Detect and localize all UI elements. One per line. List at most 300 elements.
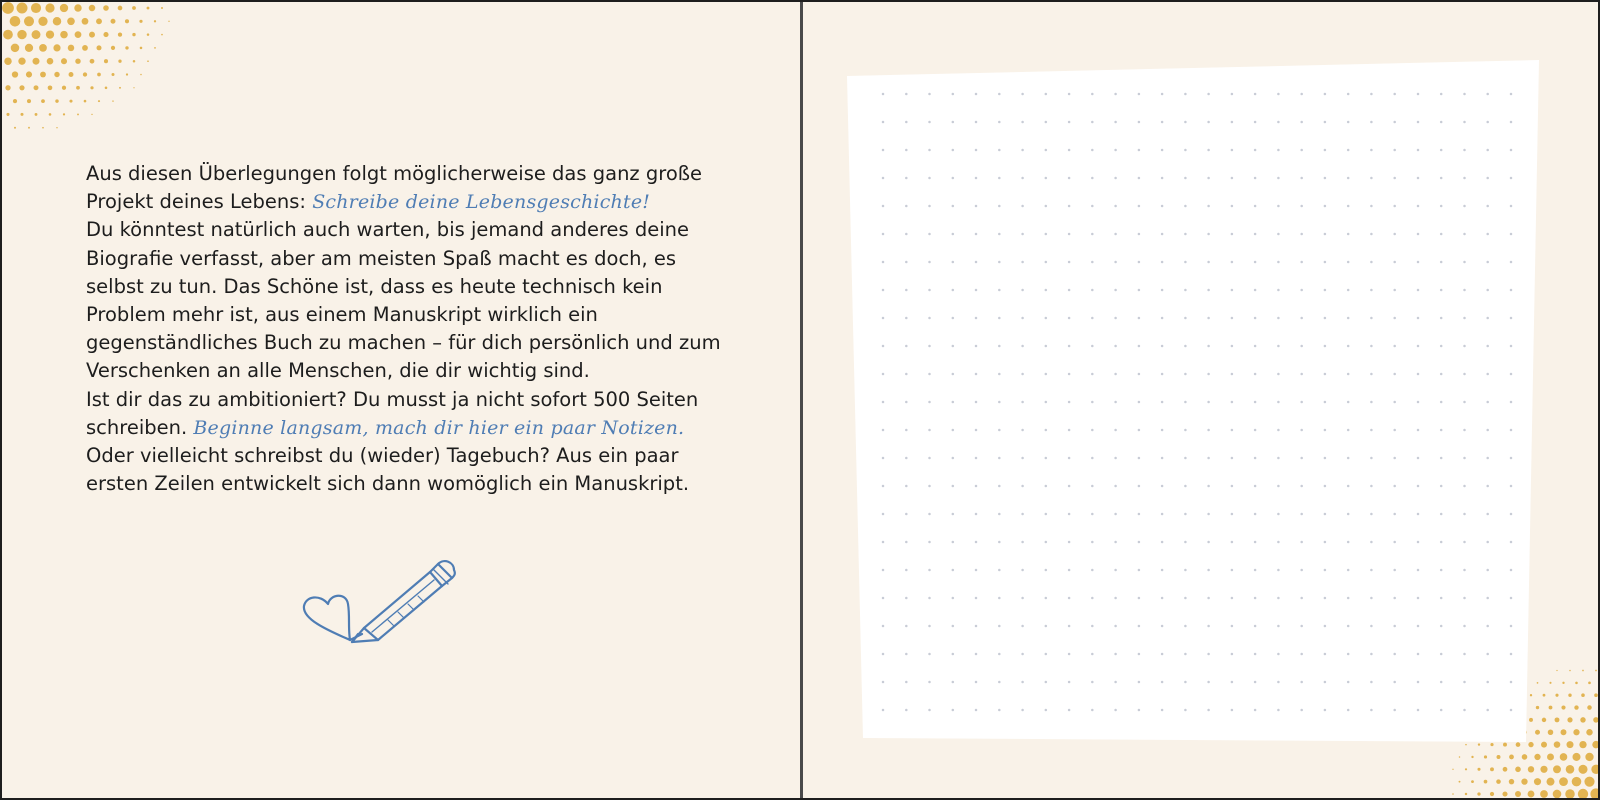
grid-dot (975, 429, 978, 432)
grid-dot (1045, 597, 1048, 600)
grid-dot (1207, 653, 1210, 656)
grid-dot (1045, 317, 1048, 320)
grid-dot (1510, 93, 1513, 96)
grid-dot (1277, 541, 1280, 544)
grid-dot (975, 373, 978, 376)
grid-dot (1463, 177, 1466, 180)
grid-dot (1161, 401, 1164, 404)
grid-dot (1300, 261, 1303, 264)
grid-dot (1510, 177, 1513, 180)
grid-dot (1231, 569, 1234, 572)
grid-dot (1207, 513, 1210, 516)
grid-dot (952, 289, 955, 292)
grid-dot (1254, 569, 1257, 572)
grid-dot (1417, 149, 1420, 152)
grid-dot (905, 345, 908, 348)
grid-dot (1417, 625, 1420, 628)
grid-dot (1207, 345, 1210, 348)
halftone-dot (69, 72, 74, 77)
grid-dot (1300, 457, 1303, 460)
grid-dot (1207, 261, 1210, 264)
grid-dot (1463, 681, 1466, 684)
grid-dot (1068, 653, 1071, 656)
grid-dot (1324, 261, 1327, 264)
halftone-dot (168, 21, 169, 22)
halftone-dots-decoration (2, 2, 202, 162)
halftone-dot (98, 100, 100, 102)
grid-dot (1277, 205, 1280, 208)
grid-dot (1045, 205, 1048, 208)
grid-dot (1370, 569, 1373, 572)
grid-dot (1370, 709, 1373, 712)
grid-dot (1510, 653, 1513, 656)
grid-dot (1207, 205, 1210, 208)
grid-dot (1324, 597, 1327, 600)
grid-dot (1091, 401, 1094, 404)
grid-dot (1184, 513, 1187, 516)
grid-dot (1161, 709, 1164, 712)
grid-dot (1440, 149, 1443, 152)
grid-dot (1486, 681, 1489, 684)
halftone-dot (49, 113, 52, 116)
grid-dot (1347, 233, 1350, 236)
grid-dot (882, 485, 885, 488)
grid-dot (1254, 373, 1257, 376)
grid-dot (998, 709, 1001, 712)
grid-dot (928, 653, 931, 656)
grid-dot (1347, 597, 1350, 600)
grid-dot (1114, 709, 1117, 712)
halftone-dot (47, 58, 54, 65)
halftone-dot (35, 113, 38, 116)
grid-dot (1510, 205, 1513, 208)
grid-dot (882, 205, 885, 208)
grid-dot (1045, 401, 1048, 404)
grid-dot (1300, 429, 1303, 432)
grid-dot (1068, 121, 1071, 124)
halftone-dot (69, 100, 72, 103)
grid-dot (1417, 121, 1420, 124)
grid-dot (952, 261, 955, 264)
grid-dot (1021, 205, 1024, 208)
grid-dot (1114, 205, 1117, 208)
grid-dot (1254, 121, 1257, 124)
grid-dot (1393, 597, 1396, 600)
grid-dot (1068, 401, 1071, 404)
grid-dot (928, 457, 931, 460)
grid-dot (1231, 513, 1234, 516)
grid-dot (1510, 513, 1513, 516)
grid-dot (1114, 177, 1117, 180)
halftone-dot (54, 72, 59, 77)
grid-dot (1114, 597, 1117, 600)
grid-dot (1114, 149, 1117, 152)
grid-dot (1393, 457, 1396, 460)
grid-dot (1300, 513, 1303, 516)
grid-dot (1254, 457, 1257, 460)
grid-dot (952, 233, 955, 236)
grid-dot (1277, 429, 1280, 432)
grid-dot (1370, 93, 1373, 96)
grid-dot (1440, 289, 1443, 292)
halftone-dot (147, 7, 150, 10)
grid-dot (928, 625, 931, 628)
grid-dot (1231, 541, 1234, 544)
grid-dot (1463, 541, 1466, 544)
grid-dot (1417, 289, 1420, 292)
halftone-dot (13, 99, 17, 103)
grid-dot (998, 569, 1001, 572)
grid-dot (1370, 401, 1373, 404)
halftone-dot (17, 3, 28, 14)
grid-dot (1393, 513, 1396, 516)
grid-dot (1161, 569, 1164, 572)
grid-dot (1231, 345, 1234, 348)
grid-dot (1114, 317, 1117, 320)
grid-dot (1138, 317, 1141, 320)
grid-dot (1254, 345, 1257, 348)
halftone-dot (147, 60, 149, 62)
halftone-dot (4, 57, 12, 64)
grid-dot (1091, 681, 1094, 684)
grid-dot (1045, 177, 1048, 180)
grid-dot (1277, 93, 1280, 96)
grid-dot (975, 513, 978, 516)
grid-dot (1138, 625, 1141, 628)
grid-dot (1347, 429, 1350, 432)
grid-dot (1347, 541, 1350, 544)
grid-dot (1045, 429, 1048, 432)
grid-dot (1277, 373, 1280, 376)
grid-dot (1138, 429, 1141, 432)
grid-dot (975, 205, 978, 208)
grid-dot (1184, 485, 1187, 488)
grid-dot (975, 261, 978, 264)
grid-dot (1231, 317, 1234, 320)
grid-dot (1324, 709, 1327, 712)
grid-dot (1510, 261, 1513, 264)
grid-dot (928, 541, 931, 544)
grid-dot (1510, 345, 1513, 348)
dot-grid-note-sheet[interactable] (803, 2, 1600, 798)
grid-dot (998, 513, 1001, 516)
grid-dot (1231, 681, 1234, 684)
grid-dot (1277, 177, 1280, 180)
grid-dot (1347, 681, 1350, 684)
grid-dot (1068, 597, 1071, 600)
grid-dot (1161, 457, 1164, 460)
grid-dot (1300, 177, 1303, 180)
grid-dot (1045, 149, 1048, 152)
grid-dot (1440, 345, 1443, 348)
halftone-dot (27, 99, 31, 103)
grid-dot (1068, 709, 1071, 712)
grid-dot (1417, 513, 1420, 516)
grid-dot (1417, 93, 1420, 96)
grid-dot (952, 177, 955, 180)
halftone-dot (103, 32, 108, 37)
grid-dot (1254, 401, 1257, 404)
grid-dot (1114, 569, 1117, 572)
grid-dot (952, 625, 955, 628)
grid-dot (882, 177, 885, 180)
grid-dot (952, 653, 955, 656)
grid-dot (1068, 177, 1071, 180)
grid-dot (1138, 597, 1141, 600)
grid-dot (1161, 261, 1164, 264)
grid-dot (1324, 541, 1327, 544)
grid-dot (1463, 709, 1466, 712)
grid-dot (1486, 653, 1489, 656)
grid-dot (1114, 233, 1117, 236)
grid-dot (1440, 177, 1443, 180)
halftone-dot (90, 59, 95, 64)
halftone-dot (3, 30, 13, 40)
grid-dot (1463, 289, 1466, 292)
halftone-dot (55, 99, 58, 102)
grid-dot (1486, 205, 1489, 208)
grid-dot (1161, 681, 1164, 684)
grid-dot (1091, 569, 1094, 572)
grid-dot (1091, 373, 1094, 376)
grid-dot (1045, 373, 1048, 376)
grid-dot (1324, 653, 1327, 656)
grid-dot (1300, 625, 1303, 628)
grid-dot (1068, 457, 1071, 460)
left-page (2, 2, 800, 798)
grid-dot (905, 513, 908, 516)
halftone-dot (132, 6, 136, 10)
body-text (86, 160, 726, 498)
grid-dot (1463, 513, 1466, 516)
grid-dot (1463, 205, 1466, 208)
halftone-dot (46, 30, 54, 38)
halftone-dot (76, 86, 80, 90)
grid-dot (1021, 653, 1024, 656)
grid-dot (1440, 709, 1443, 712)
grid-dot (1207, 233, 1210, 236)
grid-dot (1486, 177, 1489, 180)
grid-dot (928, 709, 931, 712)
grid-dot (1417, 317, 1420, 320)
grid-dot (1068, 625, 1071, 628)
grid-dot (952, 513, 955, 516)
halftone-dot (74, 4, 81, 11)
grid-dot (1463, 121, 1466, 124)
grid-dot (1254, 177, 1257, 180)
grid-dot (1486, 121, 1489, 124)
grid-dot (998, 457, 1001, 460)
grid-dot (1324, 149, 1327, 152)
grid-dot (1207, 317, 1210, 320)
halftone-dot (42, 127, 44, 129)
grid-dot (905, 485, 908, 488)
grid-dot (1021, 541, 1024, 544)
grid-dot (1463, 149, 1466, 152)
grid-dot (882, 625, 885, 628)
grid-dot (1324, 93, 1327, 96)
halftone-dot (14, 127, 16, 129)
grid-dot (1510, 541, 1513, 544)
grid-dot (905, 289, 908, 292)
grid-dot (1370, 317, 1373, 320)
grid-dot (1184, 233, 1187, 236)
grid-dot (1138, 233, 1141, 236)
halftone-dot (18, 58, 25, 65)
grid-dot (905, 317, 908, 320)
halftone-dot (126, 73, 128, 75)
grid-dot (1300, 93, 1303, 96)
grid-dot (1091, 177, 1094, 180)
grid-dot (1207, 373, 1210, 376)
grid-dot (1045, 653, 1048, 656)
halftone-dot (62, 86, 66, 90)
grid-dot (1370, 681, 1373, 684)
grid-dot (1184, 569, 1187, 572)
grid-dot (1114, 625, 1117, 628)
grid-dot (1161, 597, 1164, 600)
grid-dot (1324, 177, 1327, 180)
grid-dot (975, 569, 978, 572)
grid-dot (905, 597, 908, 600)
grid-dot (1207, 429, 1210, 432)
grid-dot (1463, 597, 1466, 600)
grid-dot (1277, 317, 1280, 320)
halftone-dot (112, 100, 113, 101)
paragraph-intro (86, 160, 726, 216)
grid-dot (1068, 205, 1071, 208)
halftone-dot (20, 113, 23, 116)
grid-dot (905, 541, 908, 544)
grid-dot (1114, 681, 1117, 684)
grid-dot (1138, 401, 1141, 404)
grid-dot (1370, 457, 1373, 460)
grid-dot (1417, 373, 1420, 376)
grid-dot (1068, 485, 1071, 488)
halftone-dot (75, 31, 82, 38)
grid-dot (1138, 205, 1141, 208)
grid-dot (1486, 93, 1489, 96)
grid-dot (1091, 121, 1094, 124)
grid-dot (952, 541, 955, 544)
grid-dot (882, 709, 885, 712)
grid-dot (1440, 373, 1443, 376)
grid-dot (1021, 485, 1024, 488)
grid-dot (1486, 317, 1489, 320)
grid-dot (928, 205, 931, 208)
grid-dot (1114, 121, 1117, 124)
halftone-dot (104, 59, 108, 63)
grid-dot (1068, 149, 1071, 152)
grid-dot (1510, 121, 1513, 124)
grid-dot (975, 709, 978, 712)
grid-dot (1114, 345, 1117, 348)
grid-dot (882, 261, 885, 264)
grid-dot (1045, 233, 1048, 236)
grid-dot (905, 429, 908, 432)
grid-dot (1463, 429, 1466, 432)
grid-dot (1161, 177, 1164, 180)
grid-dot (1068, 317, 1071, 320)
halftone-dot (125, 46, 128, 49)
grid-dot (1138, 345, 1141, 348)
halftone-dot (28, 127, 30, 129)
grid-dot (882, 345, 885, 348)
grid-dot (1091, 261, 1094, 264)
grid-dot (1463, 345, 1466, 348)
grid-dot (1417, 569, 1420, 572)
grid-dot (1486, 261, 1489, 264)
grid-dot (975, 149, 978, 152)
grid-dot (1207, 289, 1210, 292)
grid-dot (1091, 93, 1094, 96)
grid-dot (1045, 345, 1048, 348)
grid-dot (1254, 709, 1257, 712)
halftone-dot (89, 5, 96, 12)
grid-dot (928, 345, 931, 348)
grid-dot (1347, 653, 1350, 656)
grid-dot (1184, 121, 1187, 124)
grid-dot (1231, 709, 1234, 712)
grid-dot (998, 317, 1001, 320)
grid-dot (1021, 569, 1024, 572)
grid-dot (1370, 513, 1373, 516)
grid-dot (1021, 429, 1024, 432)
grid-dot (1486, 625, 1489, 628)
grid-dot (1231, 177, 1234, 180)
grid-dot (1138, 261, 1141, 264)
grid-dot (1277, 625, 1280, 628)
grid-dot (1440, 233, 1443, 236)
grid-dot (928, 569, 931, 572)
grid-dot (882, 429, 885, 432)
grid-dot (998, 597, 1001, 600)
grid-dot (1347, 401, 1350, 404)
grid-dot (1393, 709, 1396, 712)
grid-dot (1300, 653, 1303, 656)
grid-dot (1393, 541, 1396, 544)
grid-dot (1300, 541, 1303, 544)
grid-dot (1417, 485, 1420, 488)
grid-dot (1463, 233, 1466, 236)
grid-dot (1254, 289, 1257, 292)
grid-dot (1091, 317, 1094, 320)
grid-dot (1068, 261, 1071, 264)
grid-dot (928, 261, 931, 264)
halftone-dot (25, 44, 33, 52)
grid-dot (952, 485, 955, 488)
grid-dot (1370, 261, 1373, 264)
grid-dot (1277, 485, 1280, 488)
grid-dot (1231, 93, 1234, 96)
halftone-dot (118, 6, 123, 11)
grid-dot (1068, 429, 1071, 432)
grid-dot (998, 121, 1001, 124)
halftone-dot (97, 73, 101, 77)
grid-dot (1184, 149, 1187, 152)
grid-dot (1091, 457, 1094, 460)
grid-dot (1347, 569, 1350, 572)
grid-dot (1021, 709, 1024, 712)
grid-dot (1254, 653, 1257, 656)
grid-dot (1231, 149, 1234, 152)
grid-dot (1231, 205, 1234, 208)
grid-dot (1184, 541, 1187, 544)
grid-dot (1324, 485, 1327, 488)
grid-dot (1440, 205, 1443, 208)
halftone-dot (12, 71, 18, 77)
grid-dot (952, 121, 955, 124)
